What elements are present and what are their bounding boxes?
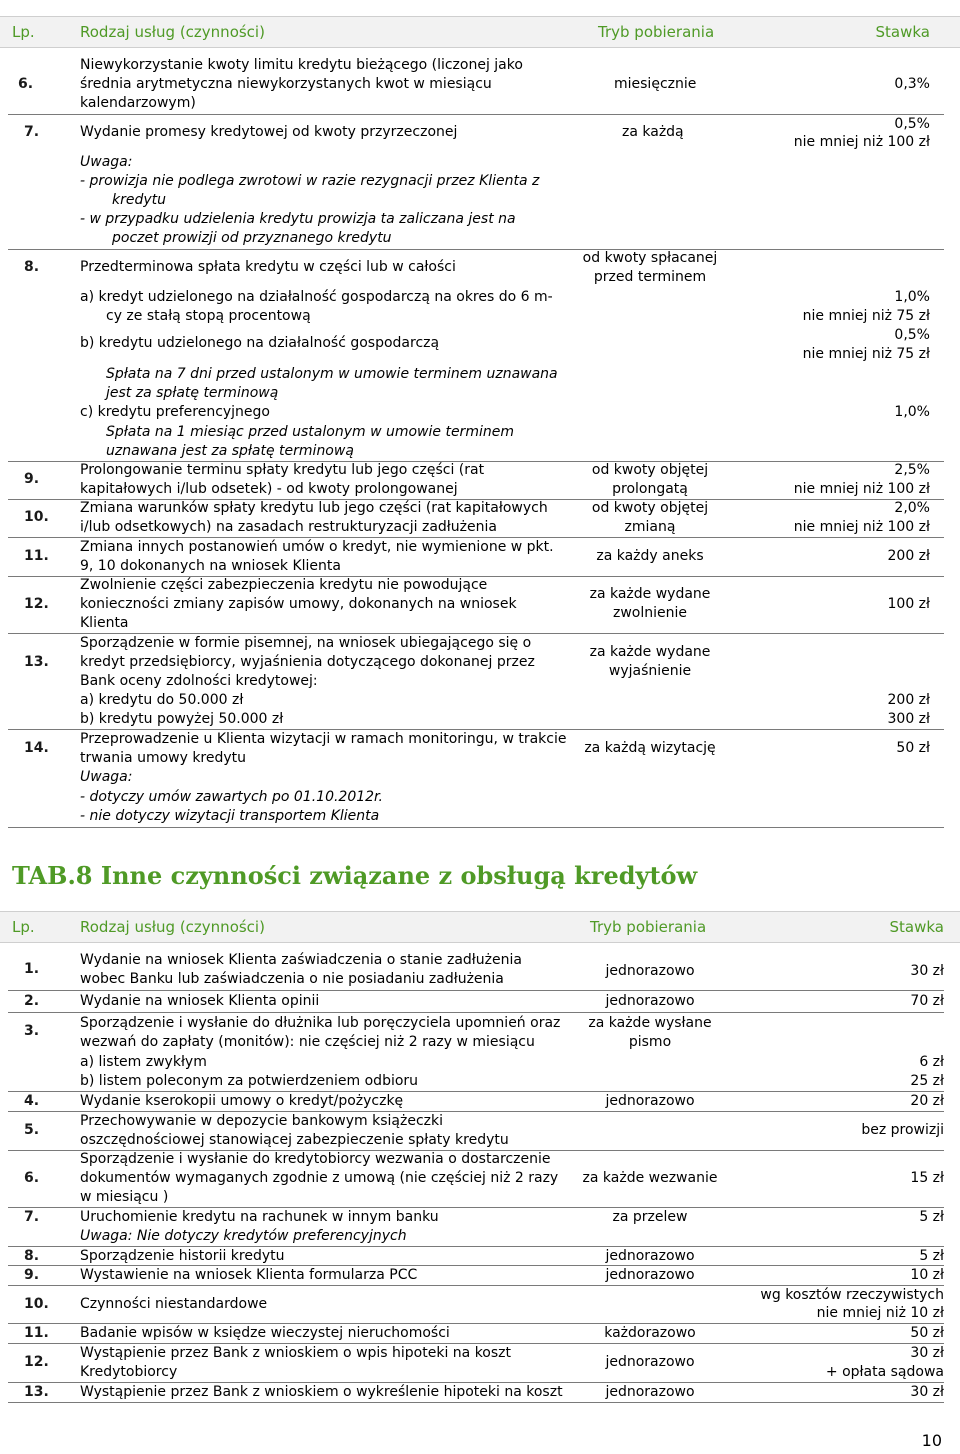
row-mode: jednorazowo: [605, 1354, 695, 1370]
row-number: 9.: [24, 1267, 40, 1283]
row-mode: wyjaśnienie: [608, 663, 692, 679]
row-text: Wystąpienie przez Bank z wnioskiem o wykreślenie hipoteki na koszt: [80, 1384, 563, 1400]
table-header: [0, 911, 960, 943]
row-rate: 2,0%: [894, 500, 930, 516]
row-mode: od kwoty objętej: [591, 462, 709, 478]
row-subitem: b) listem poleconym za potwierdzeniem odbioru: [80, 1073, 419, 1089]
row-rate: nie mniej niż 10 zł: [816, 1305, 944, 1321]
row-mode: za każde wydane: [589, 644, 711, 660]
row-text: kredyt przedsiębiorcy, wyjaśnienia dotyczącego dokonanej przez: [80, 654, 535, 670]
row-number: 12.: [24, 596, 49, 612]
row-number: 8.: [24, 1248, 40, 1264]
header-service: Rodzaj usług (czynności): [80, 23, 265, 41]
row-mode: od kwoty spłacanej: [582, 250, 718, 266]
row-rate: 10 zł: [910, 1267, 944, 1283]
note-text: - nie dotyczy wizytacji transportem Klienta: [80, 808, 380, 824]
row-mode: za każdą wizytację: [584, 740, 716, 756]
row-text: Prolongowanie terminu spłaty kredytu lub jego części (rat: [80, 462, 485, 478]
row-mode: zmianą: [624, 519, 676, 535]
row-rate: 25 zł: [910, 1073, 944, 1089]
row-rate: wg kosztów rzeczywistych: [760, 1287, 944, 1303]
row-text: wezwań do zapłaty (monitów): nie częściej niż 2 razy w miesiącu: [80, 1034, 535, 1050]
row-mode: za każde wezwanie: [582, 1170, 718, 1186]
header-rate: Stawka: [875, 23, 930, 41]
header-service: Rodzaj usług (czynności): [80, 918, 265, 936]
row-rate: 30 zł: [910, 963, 944, 979]
row-text: średnia arytmetyczna niewykorzystanych kwot w miesiącu: [80, 76, 492, 92]
row-text: kapitałowych i/lub odsetek) - od kwoty prolongowanej: [80, 481, 458, 497]
row-number: 4.: [24, 1093, 40, 1109]
row-number: 9.: [24, 471, 40, 487]
row-text: Niewykorzystanie kwoty limitu kredytu bieżącego (liczonej jako: [80, 57, 523, 73]
table-header: [0, 16, 960, 48]
divider: [8, 114, 944, 115]
row-mode: jednorazowo: [605, 1267, 695, 1283]
note-text: jest za spłatę terminową: [106, 385, 279, 401]
page-number: 10: [921, 1431, 942, 1450]
row-rate: 30 zł: [910, 1384, 944, 1400]
row-mode: za każdą: [622, 124, 684, 140]
note-text: Spłata na 7 dni przed ustalonym w umowie terminem uznawana: [106, 366, 558, 382]
row-subitem: a) listem zwykłym: [80, 1054, 207, 1070]
row-text: Wydanie promesy kredytowej od kwoty przyrzeczonej: [80, 124, 458, 140]
row-rate: 2,5%: [894, 462, 930, 478]
row-rate: 5 zł: [919, 1209, 944, 1225]
row-rate: 0,5%: [894, 327, 930, 343]
row-number: 5.: [24, 1122, 40, 1138]
row-text: Wydanie na wniosek Klienta opinii: [80, 993, 320, 1009]
divider: [8, 1402, 944, 1403]
row-rate: 100 zł: [887, 596, 930, 612]
row-text: konieczności zmiany zapisów umowy, dokonanych na wniosek: [80, 596, 517, 612]
note-text: poczet prowizji od przyznanego kredytu: [112, 230, 392, 246]
row-mode: jednorazowo: [605, 1248, 695, 1264]
row-number: 13.: [24, 654, 49, 670]
row-rate: 30 zł: [910, 1345, 944, 1361]
row-rate: 5 zł: [919, 1248, 944, 1264]
row-subitem: b) kredytu powyżej 50.000 zł: [80, 711, 284, 727]
row-number: 10.: [24, 509, 49, 525]
row-number: 11.: [24, 1325, 49, 1341]
row-number: 3.: [24, 1023, 40, 1039]
row-mode: jednorazowo: [605, 963, 695, 979]
note-text: uznawana jest za spłatę terminową: [106, 443, 354, 459]
row-rate: nie mniej niż 75 zł: [802, 346, 930, 362]
row-rate: 20 zł: [910, 1093, 944, 1109]
row-rate: bez prowizji: [861, 1122, 944, 1138]
row-text: Kredytobiorcy: [80, 1364, 178, 1380]
row-text: Przeprowadzenie u Klienta wizytacji w ramach monitoringu, w trakcie: [80, 731, 567, 747]
row-mode: miesięcznie: [614, 76, 697, 92]
row-mode: za przelew: [612, 1209, 688, 1225]
row-mode: przed terminem: [593, 269, 707, 285]
row-text: Wystąpienie przez Bank z wnioskiem o wpis hipoteki na koszt: [80, 1345, 512, 1361]
row-number: 10.: [24, 1296, 49, 1312]
row-rate: 50 zł: [910, 1325, 944, 1341]
row-number: 8.: [24, 259, 40, 275]
header-rate: Stawka: [889, 918, 944, 936]
note-text: Uwaga: Nie dotyczy kredytów preferencyjnych: [80, 1228, 407, 1244]
row-rate: 6 zł: [919, 1054, 944, 1070]
row-number: 1.: [24, 961, 40, 977]
note-text: - prowizja nie podlega zwrotowi w razie rezygnacji przez Klienta z: [80, 173, 540, 189]
note-text: - w przypadku udzielenia kredytu prowizja ta zaliczana jest na: [80, 211, 516, 227]
row-text: i/lub odsetkowych) na zasadach restrukturyzacji zadłużenia: [80, 519, 497, 535]
row-text: Czynności niestandardowe: [80, 1296, 268, 1312]
row-rate: + opłata sądowa: [825, 1364, 944, 1380]
row-mode: jednorazowo: [605, 1093, 695, 1109]
row-text: Zmiana warunków spłaty kredytu lub jego części (rat kapitałowych: [80, 500, 548, 516]
row-text: Przedterminowa spłata kredytu w części lub w całości: [80, 259, 456, 275]
row-text: w miesiącu ): [80, 1189, 169, 1205]
note-text: Spłata na 1 miesiąc przed ustalonym w umowie terminem: [106, 424, 514, 440]
row-number: 11.: [24, 548, 49, 564]
row-rate: 15 zł: [910, 1170, 944, 1186]
row-mode: pismo: [628, 1034, 672, 1050]
row-mode: prolongatą: [612, 481, 688, 497]
row-number: 14.: [24, 740, 49, 756]
header-mode: Tryb pobierania: [590, 918, 707, 936]
row-number: 6.: [18, 76, 34, 92]
row-text: Uruchomienie kredytu na rachunek w innym banku: [80, 1209, 439, 1225]
note-text: kredytu: [112, 192, 167, 208]
row-rate: 1,0%: [894, 404, 930, 420]
row-subitem: a) kredyt udzielonego na działalność gospodarczą na okres do 6 m-: [80, 289, 553, 305]
row-number: 2.: [24, 993, 40, 1009]
row-mode: zwolnienie: [612, 605, 687, 621]
row-rate: 200 zł: [887, 548, 930, 564]
row-subitem: cy ze stałą stopą procentową: [106, 308, 311, 324]
row-text: oszczędnościowej stanowiącej zabezpieczenie spłaty kredytu: [80, 1132, 509, 1148]
row-mode: jednorazowo: [605, 1384, 695, 1400]
row-subitem: c) kredytu preferencyjnego: [80, 404, 270, 420]
row-text: kalendarzowym): [80, 95, 196, 111]
row-text: Wydanie kserokopii umowy o kredyt/pożyczkę: [80, 1093, 404, 1109]
row-text: 9, 10 dokonanych na wniosek Klienta: [80, 558, 341, 574]
divider: [8, 990, 944, 991]
divider: [8, 249, 944, 250]
row-text: Przechowywanie w depozycie bankowym książeczki: [80, 1113, 443, 1129]
header-lp: Lp.: [12, 23, 35, 41]
row-rate: nie mniej niż 75 zł: [802, 308, 930, 324]
section-title: TAB.8 Inne czynności związane z obsługą kredytów: [12, 861, 698, 890]
row-text: Sporządzenie i wysłanie do dłużnika lub poręczyciela upomnień oraz: [80, 1015, 561, 1031]
divider: [8, 1012, 944, 1013]
row-rate: 0,5%: [894, 116, 930, 132]
row-rate: 300 zł: [887, 711, 930, 727]
note-title: Uwaga:: [80, 769, 133, 785]
header-lp: Lp.: [12, 918, 35, 936]
row-rate: 1,0%: [894, 289, 930, 305]
row-rate: 70 zł: [910, 993, 944, 1009]
row-text: Wydanie na wniosek Klienta zaświadczenia o stanie zadłużenia: [80, 952, 522, 968]
row-number: 13.: [24, 1384, 49, 1400]
row-number: 7.: [24, 124, 40, 140]
row-mode: za każde wysłane: [588, 1015, 712, 1031]
row-text: Sporządzenie historii kredytu: [80, 1248, 285, 1264]
row-mode: za każde wydane: [589, 586, 711, 602]
row-number: 6.: [24, 1170, 40, 1186]
header-mode: Tryb pobierania: [598, 23, 715, 41]
divider: [8, 827, 944, 828]
row-text: trwania umowy kredytu: [80, 750, 247, 766]
row-mode: za każdy aneks: [596, 548, 704, 564]
row-text: dokumentów wymaganych zgodnie z umową (nie częściej niż 2 razy: [80, 1170, 559, 1186]
row-text: wobec Banku lub zaświadczenia o nie posiadaniu zadłużenia: [80, 971, 504, 987]
row-mode: od kwoty objętej: [591, 500, 709, 516]
row-rate: 50 zł: [896, 740, 930, 756]
row-text: Zwolnienie części zabezpieczenia kredytu nie powodujące: [80, 577, 488, 593]
row-text: Sporządzenie w formie pisemnej, na wniosek ubiegającego się o: [80, 635, 532, 651]
row-text: Klienta: [80, 615, 129, 631]
row-number: 12.: [24, 1354, 49, 1370]
row-rate: 0,3%: [894, 76, 930, 92]
row-number: 7.: [24, 1209, 40, 1225]
row-rate: nie mniej niż 100 zł: [793, 134, 930, 150]
note-title: Uwaga:: [80, 154, 133, 170]
row-text: Zmiana innych postanowień umów o kredyt, nie wymienione w pkt.: [80, 539, 554, 555]
row-rate: nie mniej niż 100 zł: [793, 519, 930, 535]
row-text: Badanie wpisów w księdze wieczystej nieruchomości: [80, 1325, 450, 1341]
row-text: Sporządzenie i wysłanie do kredytobiorcy wezwania o dostarczenie: [80, 1151, 551, 1167]
row-text: Wystawienie na wniosek Klienta formularza PCC: [80, 1267, 418, 1283]
row-mode: każdorazowo: [604, 1325, 696, 1341]
row-subitem: a) kredytu do 50.000 zł: [80, 692, 244, 708]
row-subitem: b) kredytu udzielonego na działalność gospodarczą: [80, 335, 440, 351]
row-text: Bank oceny zdolności kredytowej:: [80, 673, 318, 689]
row-rate: nie mniej niż 100 zł: [793, 481, 930, 497]
row-rate: 200 zł: [887, 692, 930, 708]
row-mode: jednorazowo: [605, 993, 695, 1009]
note-text: - dotyczy umów zawartych po 01.10.2012r.: [80, 789, 383, 805]
